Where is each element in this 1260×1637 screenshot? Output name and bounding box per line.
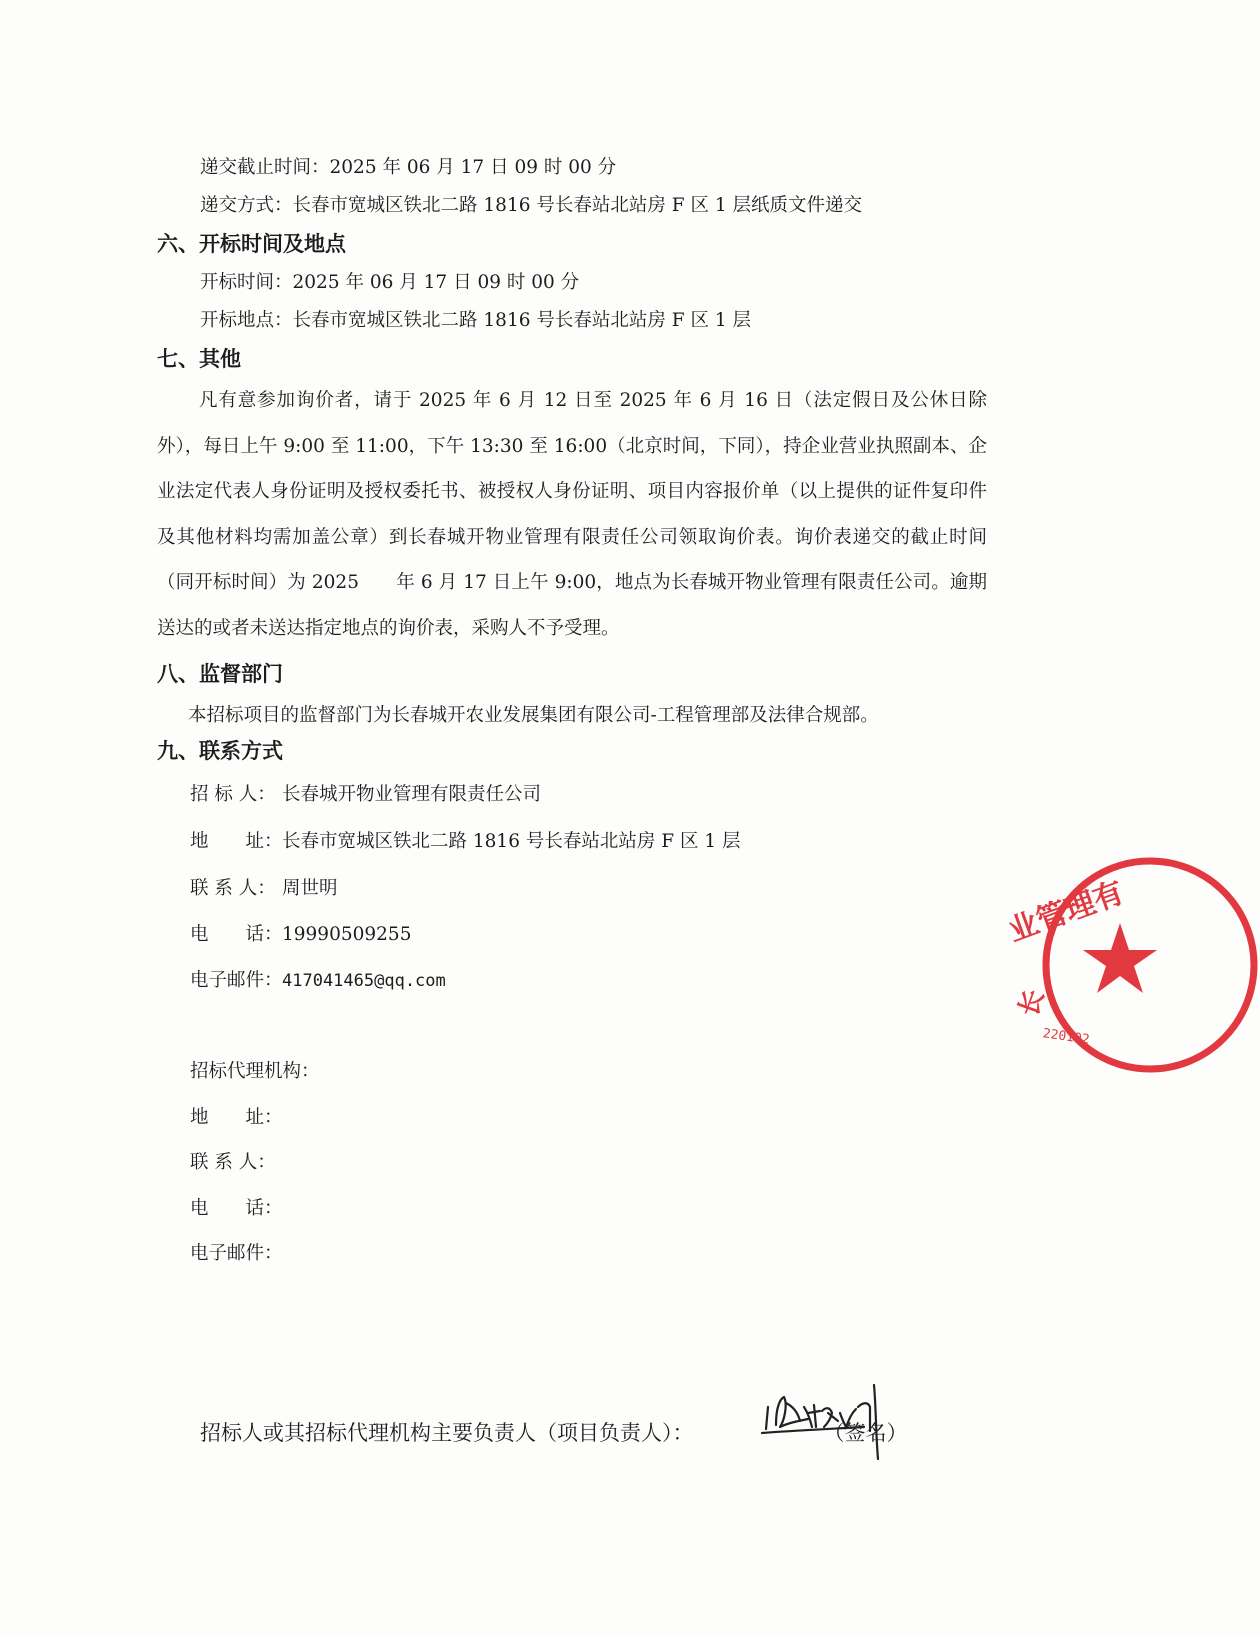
method-row (200, 193, 862, 219)
section8-paragraph: 本招标项目的监督部门为长春城开农业发展集团有限公司-工程管理部及法律合规部。 (188, 705, 879, 726)
stamp-text: 业管理有 (1003, 875, 1129, 950)
phone-value: 19990509255 (282, 924, 412, 945)
deadline-row (200, 155, 616, 181)
agency-email-label: 电子邮件： (190, 1243, 283, 1264)
method-label: 递交方式： (200, 195, 293, 216)
handwritten-signature-icon (758, 1377, 888, 1467)
stamp-partial-char: 长 (1013, 985, 1051, 1021)
address-row (190, 829, 740, 855)
open-place-value: 长春市宽城区铁北二路 1816 号长春站北站房 F 区 1 层 (292, 310, 751, 331)
deadline-value: 2025 年 06 月 17 日 09 时 00 分 (329, 157, 617, 178)
company-stamp-icon (1003, 855, 1260, 1075)
section6-heading: 六、开标时间及地点 (157, 232, 346, 256)
agency-title: 招标代理机构： (190, 1061, 320, 1082)
signature-suffix: （签名） (823, 1421, 908, 1445)
agency-contact-label: 联 系 人： (190, 1152, 276, 1173)
agency-contact-row (190, 1150, 282, 1176)
email-value: 417041465@qq.com (282, 971, 446, 991)
tenderer-label: 招 标 人： (190, 784, 276, 805)
agency-phone-label: 电 话： (190, 1198, 283, 1219)
contact-value: 周世明 (282, 878, 338, 899)
open-place-row (200, 308, 751, 334)
phone-label: 电 话： (190, 924, 283, 945)
open-time-value: 2025 年 06 月 17 日 09 时 00 分 (292, 272, 580, 293)
section8-heading: 八、监督部门 (157, 662, 283, 686)
open-time-label: 开标时间： (200, 272, 293, 293)
address-label: 地 址： (190, 831, 283, 852)
agency-address-label: 地 址： (190, 1107, 283, 1128)
phone-row (190, 922, 411, 948)
address-value: 长春市宽城区铁北二路 1816 号长春站北站房 F 区 1 层 (282, 831, 741, 852)
section7-heading: 七、其他 (157, 347, 241, 371)
agency-address-row (190, 1105, 282, 1131)
section9-heading: 九、联系方式 (157, 739, 283, 763)
method-value: 长春市宽城区铁北二路 1816 号长春站北站房 F 区 1 层纸质文件递交 (292, 195, 862, 216)
email-row (190, 968, 446, 994)
contact-row (190, 876, 338, 902)
stamp-code: 220102 (1041, 1026, 1091, 1048)
agency-phone-row (190, 1196, 282, 1222)
deadline-label: 递交截止时间： (200, 157, 330, 178)
tenderer-row (190, 782, 541, 808)
signature-label: 招标人或其招标代理机构主要负责人（项目负责人）： (200, 1421, 694, 1445)
open-time-row (200, 270, 579, 296)
open-place-label: 开标地点： (200, 310, 293, 331)
tenderer-value: 长春城开物业管理有限责任公司 (282, 784, 542, 805)
email-label: 电子邮件： (190, 970, 283, 991)
agency-email-row (190, 1241, 282, 1267)
contact-label: 联 系 人： (190, 878, 276, 899)
section7-paragraph: 凡有意参加询价者，请于 2025 年 6 月 12 日至 2025 年 6 月 16 日（法定假日及公休日除外），每日上午 9:00 至 11:00，下午 13:30 至 16:00（北京时间，下同），持企业营业执照副本、企业法定代表人身份证明及授权委托书、被授权人身份证明、项目内容报价单（以上提供的证件复印件及其他材料均需加盖公章）到长春城开物业管理有限责任公司领取询价表。询价表递交的截止时间（同开标时间）为 2025 年 6 月 17 日上午 9:00，地点为长春城开物业管理有限责任公司。逾期送达的或者未送达指定地点的询价表，采购人不予受理。 (157, 390, 987, 639)
